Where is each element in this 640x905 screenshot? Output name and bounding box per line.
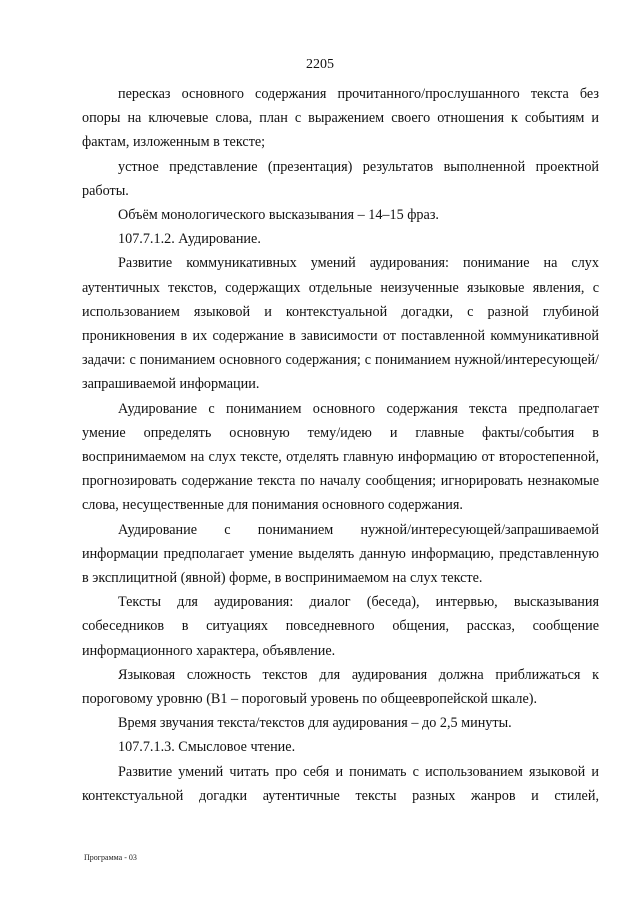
paragraph-language-complexity: Языковая сложность текстов для аудирования должна приближаться к пороговому уровню (B1 – пороговый уровень по общеевропейской шкале). xyxy=(82,666,599,708)
paragraph-listening-specific-info: Аудирование с пониманием нужной/интересующей/запрашиваемой информации предполагает умение выделять данную информацию, представленную в эксплицитной (явной) форме, в воспринимаемом на слух тексте. xyxy=(82,521,599,587)
page-body xyxy=(82,82,599,808)
paragraph-presentation: устное представление (презентация) результатов выполненной проектной работы. xyxy=(82,158,599,199)
paragraph-listening-duration: Время звучания текста/текстов для аудирования – до 2,5 минуты. xyxy=(118,715,512,732)
paragraph-listening-skills: Развитие коммуникативных умений аудирования: понимание на слух аутентичных текстов, содержащих отдельные неизученные языковые явления, с использованием языковой и контекстуальной догадки, с разной глубиной проникновения в их содержание в зависимости от поставленной коммуникативной задачи: с пониманием основного содержания; с пониманием нужной/интересующей/запрашиваемой информации. xyxy=(82,255,599,393)
paragraph-listening-main-content: Аудирование с пониманием основного содержания текста предполагает умение определять основную тему/идею и главные факты/события в воспринимаемом на слух тексте, отделять главную информацию от второстепенной, прогнозировать содержание текста по началу сообщения; игнорировать незнакомые слова, несущественные для понимания основного содержания. xyxy=(82,400,599,514)
footer-program-label: Программа - 03 xyxy=(84,853,137,862)
paragraph-listening-texts: Тексты для аудирования: диалог (беседа), интервью, высказывания собеседников в ситуациях повседневного общения, рассказ, сообщение информационного характера, объявление. xyxy=(82,594,599,659)
paragraph-monologue-volume: Объём монологического высказывания – 14–15 фраз. xyxy=(118,207,439,224)
paragraph-retelling: пересказ основного содержания прочитанного/прослушанного текста без опоры на ключевые слова, план с выражением своего отношения к событиям и фактам, изложенным в тексте; xyxy=(82,86,599,151)
section-heading-reading: 107.7.1.3. Смысловое чтение. xyxy=(118,739,296,756)
page-number: 2205 xyxy=(306,57,334,72)
paragraph-reading-skills: Развитие умений читать про себя и понимать с использованием языковой и контекстуальной догадки аутентичные тексты разных жанров и стилей, xyxy=(82,763,599,804)
section-heading-listening: 107.7.1.2. Аудирование. xyxy=(118,231,261,248)
